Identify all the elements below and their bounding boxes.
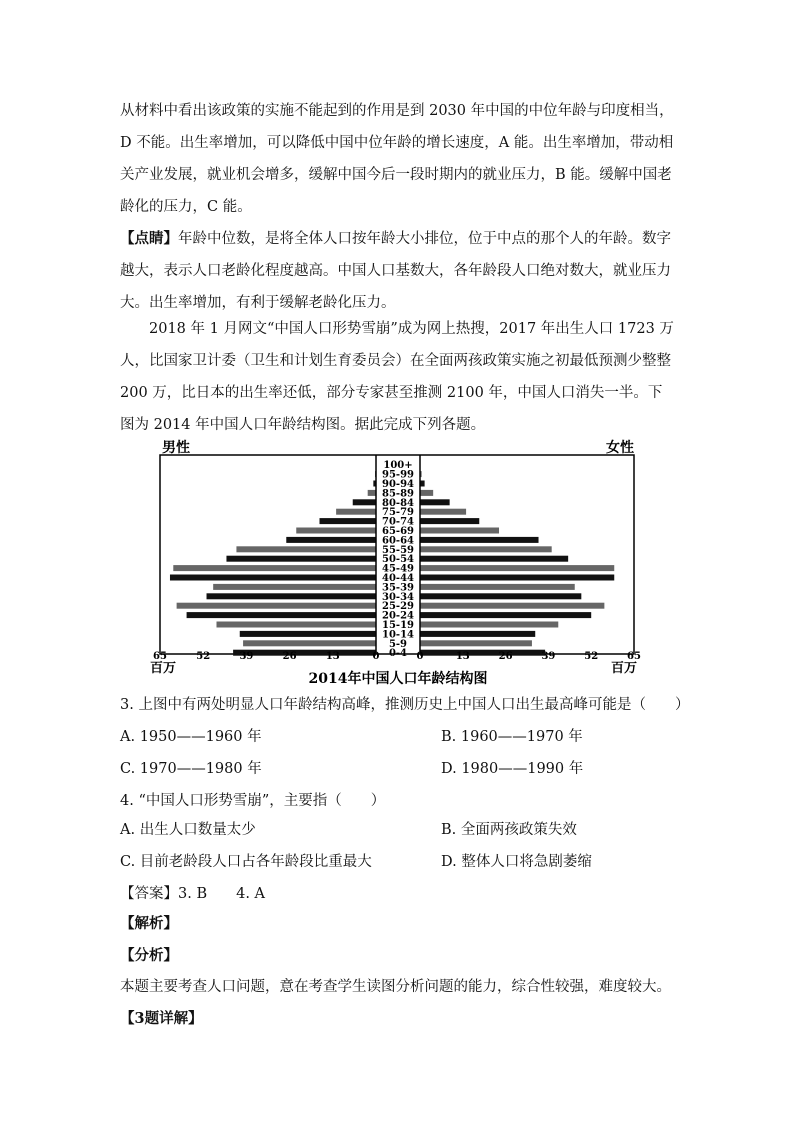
q3-option-a: A. 1950——1960 年 xyxy=(120,729,262,745)
age-label-70-74: 70-74 xyxy=(382,516,414,528)
female-tick-0: 0 xyxy=(416,651,424,662)
female-bar-85-89 xyxy=(420,490,433,496)
age-label-55-59: 55-59 xyxy=(382,544,414,556)
age-label-85-89: 85-89 xyxy=(382,488,414,500)
detail3-heading: 【3题详解】 xyxy=(120,1010,203,1027)
material-paragraph: 2018 年 1 月网文“中国人口形势雪崩”成为网上热搜，2017 年出生人口 1723 万人，比国家卫计委（卫生和计划生育委员会）在全面两孩政策实施之初最低预测少整整 200 万，比日本的出生率还低，部分专家甚至推测 2100 年，中国人口消失一半。下图为 2014 年中国人口年龄结构图。据此完成下列各题。 xyxy=(120,321,674,433)
female-bar-10-14 xyxy=(420,631,535,637)
dianjing-label: 【点睛】 xyxy=(120,230,178,247)
age-label-90-94: 90-94 xyxy=(382,479,414,490)
female-bar-15-19 xyxy=(420,622,558,628)
age-label-30-34: 30-34 xyxy=(382,591,414,603)
age-label-65-69: 65-69 xyxy=(382,526,414,537)
age-label-45-49: 45-49 xyxy=(382,563,414,575)
q4-option-a: A. 出生人口数量太少 xyxy=(120,822,256,838)
female-tick-65: 65 xyxy=(627,651,641,662)
answer-line: 【答案】3. B 4. A xyxy=(120,886,266,902)
male-tick-39: 39 xyxy=(239,651,254,662)
female-bar-45-49 xyxy=(420,565,614,571)
female-bar-65-69 xyxy=(420,528,499,534)
female-bar-20-24 xyxy=(420,612,591,618)
age-label-60-64: 60-64 xyxy=(382,535,414,547)
male-bar-20-24 xyxy=(187,612,376,618)
female-tick-13: 13 xyxy=(455,651,470,662)
female-bar-55-59 xyxy=(420,546,552,552)
female-bar-5-9 xyxy=(420,640,532,646)
female-bar-25-29 xyxy=(420,603,604,609)
q3-stem: 3. 上图中有两处明显人口年龄结构高峰，推测历史上中国人口出生最高峰可能是（ ） xyxy=(120,697,690,713)
female-bar-80-84 xyxy=(420,499,450,505)
age-label-20-24: 20-24 xyxy=(382,610,414,622)
age-label-35-39: 35-39 xyxy=(382,582,414,594)
age-label-5-9: 5-9 xyxy=(388,638,408,650)
male-tick-0: 0 xyxy=(372,651,380,662)
analysis-text: 本题主要考查人口问题，意在考查学生读图分析问题的能力，综合性较强，难度较大。 xyxy=(120,979,671,995)
female-bar-0-4 xyxy=(420,650,545,656)
female-bar-70-74 xyxy=(420,518,479,524)
dianjing-text: 年龄中位数，是将全体人口按年龄大小排位，位于中点的那个人的年龄。数字越大，表示人口老龄化程度越高。中国人口基数大，各年龄段人口绝对数大，就业压力大。出生率增加，有利于缓解老龄化压力。 xyxy=(120,231,671,311)
population-pyramid-chart xyxy=(150,438,646,690)
male-bar-10-14 xyxy=(240,631,376,637)
male-tick-52: 52 xyxy=(196,651,211,662)
age-label-25-29: 25-29 xyxy=(382,601,414,613)
male-bar-5-9 xyxy=(243,640,376,646)
female-tick-39: 39 xyxy=(541,651,556,662)
jiexi-heading: 【解析】 xyxy=(120,915,178,932)
male-bar-50-54 xyxy=(226,556,376,562)
unit-left: 百万 xyxy=(150,661,177,676)
female-tick-26: 26 xyxy=(498,651,513,662)
male-label: 男性 xyxy=(162,440,190,456)
female-bar-30-34 xyxy=(420,593,581,599)
fenxi-heading: 【分析】 xyxy=(120,947,178,964)
dianjing-paragraph xyxy=(120,223,676,319)
age-label-80-84: 80-84 xyxy=(382,497,414,509)
male-bar-45-49 xyxy=(173,565,376,571)
female-label: 女性 xyxy=(606,440,634,456)
q3-option-b: B. 1960——1970 年 xyxy=(441,729,583,745)
male-tick-13: 13 xyxy=(325,651,340,662)
q4-option-b: B. 全面两孩政策失效 xyxy=(441,822,577,838)
age-label-50-54: 50-54 xyxy=(382,554,414,566)
male-bar-55-59 xyxy=(236,546,376,552)
q4-option-c: C. 目前老龄段人口占各年龄段比重最大 xyxy=(120,854,372,870)
q3-option-c: C. 1970——1980 年 xyxy=(120,761,262,777)
age-label-75-79: 75-79 xyxy=(382,507,414,519)
age-label-10-14: 10-14 xyxy=(382,629,414,641)
female-bar-60-64 xyxy=(420,537,539,543)
q3-option-d: D. 1980——1990 年 xyxy=(441,761,584,777)
q4-stem: 4. “中国人口形势雪崩”，主要指（ ） xyxy=(120,793,386,809)
q4-option-d: D. 整体人口将急剧萎缩 xyxy=(441,854,592,870)
male-bar-35-39 xyxy=(213,584,376,590)
age-label-40-44: 40-44 xyxy=(382,573,414,584)
male-bar-75-79 xyxy=(336,509,376,515)
age-label-95-99: 95-99 xyxy=(382,469,414,481)
female-bar-35-39 xyxy=(420,584,575,590)
female-bar-75-79 xyxy=(420,509,466,515)
chart-title: 2014年中国人口年龄结构图 xyxy=(308,671,488,687)
female-bar-50-54 xyxy=(420,556,568,562)
male-bar-65-69 xyxy=(296,528,376,534)
male-bar-60-64 xyxy=(286,537,376,543)
male-bar-25-29 xyxy=(177,603,376,609)
age-label-100+: 100+ xyxy=(383,460,413,472)
male-bar-0-4 xyxy=(233,650,376,656)
female-tick-52: 52 xyxy=(584,651,599,662)
age-label-15-19: 15-19 xyxy=(382,620,414,631)
male-bar-80-84 xyxy=(353,499,376,505)
male-tick-26: 26 xyxy=(282,651,297,662)
male-bar-15-19 xyxy=(216,622,376,628)
age-label-0-4: 0-4 xyxy=(388,648,408,660)
male-bar-85-89 xyxy=(368,490,376,496)
male-bar-40-44 xyxy=(170,575,376,581)
male-bar-70-74 xyxy=(320,518,376,524)
intro-paragraph: 从材料中看出该政策的实施不能起到的作用是到 2030 年中国的中位年龄与印度相当，D 不能。出生率增加，可以降低中国中位年龄的增长速度，A 能。出生率增加，带动相关产业发展，就业机会增多，缓解中国今后一段时期内的就业压力，B 能。缓解中国老龄化的压力，C 能。 xyxy=(120,103,674,215)
female-bar-40-44 xyxy=(420,575,614,581)
male-bar-30-34 xyxy=(207,593,376,599)
unit-right: 百万 xyxy=(610,661,637,676)
male-tick-65: 65 xyxy=(153,651,167,662)
